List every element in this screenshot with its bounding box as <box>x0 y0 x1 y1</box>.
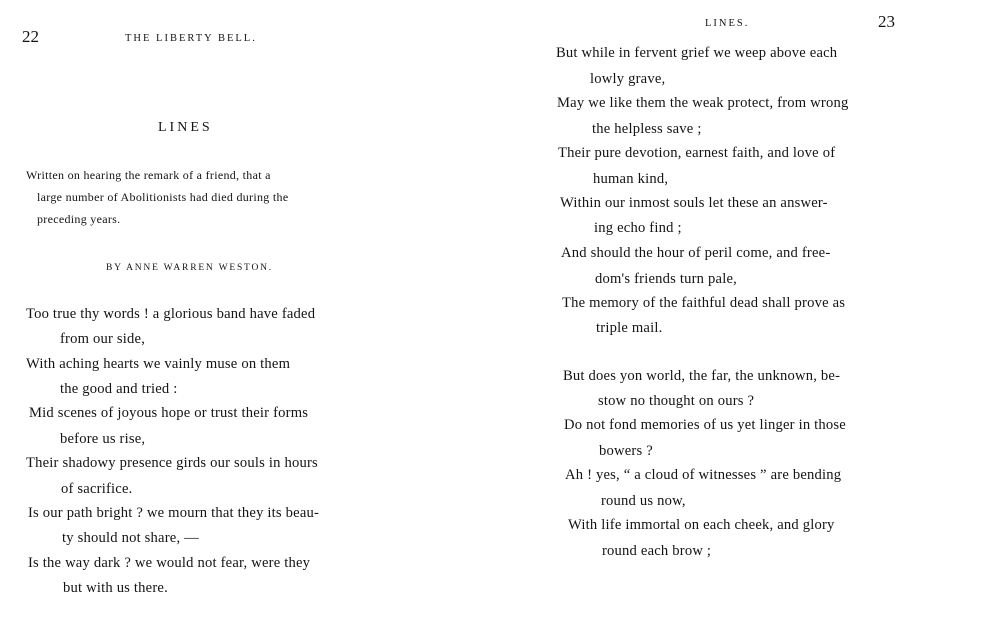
poem-line: With life immortal on each cheek, and glory <box>568 517 835 533</box>
poem-line: Within our inmost souls let these an answer- <box>560 195 828 211</box>
running-head: THE LIBERTY BELL. <box>125 33 257 44</box>
byline: BY ANNE WARREN WESTON. <box>106 263 273 273</box>
subtitle-line: Written on hearing the remark of a friend, that a <box>26 168 271 182</box>
poem-line: Do not fond memories of us yet linger in those <box>564 417 846 433</box>
page-number: 22 <box>22 27 39 46</box>
poem-line: Is our path bright ? we mourn that they its beau- <box>28 505 320 521</box>
subtitle-line: preceding years. <box>37 212 121 226</box>
poem-line: before us rise, <box>60 431 146 447</box>
poem-line: triple mail. <box>596 320 663 336</box>
poem-line: ty should not share, — <box>62 530 199 546</box>
poem-line: Their shadowy presence girds our souls in hours <box>26 455 318 471</box>
poem-line: May we like them the weak protect, from wrong <box>557 95 849 111</box>
poem-title: LINES <box>158 120 213 135</box>
poem-line: lowly grave, <box>590 71 666 87</box>
poem-line: round us now, <box>601 493 686 509</box>
subtitle-line: large number of Abolitionists had died during the <box>37 190 289 204</box>
poem-line: Too true thy words ! a glorious band have faded <box>26 306 316 322</box>
poem-line: But does yon world, the far, the unknown, be- <box>563 368 841 384</box>
poem-line: The memory of the faithful dead shall prove as <box>562 295 846 311</box>
right-page <box>500 0 1000 631</box>
poem-line: the good and tried : <box>60 381 178 397</box>
poem-line: dom's friends turn pale, <box>595 271 737 287</box>
poem-line: stow no thought on ours ? <box>598 393 755 409</box>
poem-line: human kind, <box>593 171 669 187</box>
poem-line: round each brow ; <box>602 543 712 559</box>
poem-line: ing echo find ; <box>594 220 682 236</box>
page-number: 23 <box>878 12 895 31</box>
poem-line: Ah ! yes, “ a cloud of witnesses ” are bending <box>565 467 842 483</box>
poem-line: from our side, <box>60 331 146 347</box>
poem-line: And should the hour of peril come, and free- <box>561 245 831 261</box>
poem-line: But while in fervent grief we weep above each <box>556 45 838 61</box>
poem-line: but with us there. <box>63 580 168 596</box>
poem-line: Their pure devotion, earnest faith, and love of <box>558 145 836 161</box>
poem-line: the helpless save ; <box>592 121 702 137</box>
poem-line: Is the way dark ? we would not fear, were they <box>28 555 311 571</box>
poem-line: With aching hearts we vainly muse on them <box>26 356 291 372</box>
poem-line: Mid scenes of joyous hope or trust their forms <box>29 405 309 421</box>
poem-line: bowers ? <box>599 443 653 459</box>
poem-line: of sacrifice. <box>61 481 133 497</box>
running-head: LINES. <box>705 18 750 29</box>
